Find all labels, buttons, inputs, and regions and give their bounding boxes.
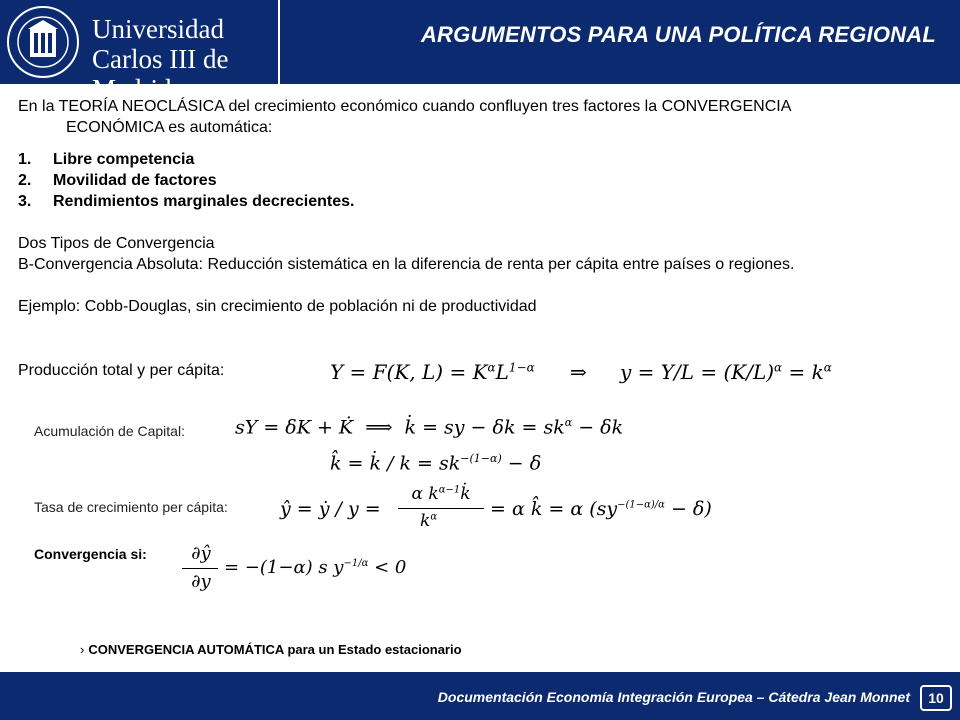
production-formula-left: Y = F(K, $L) = K^\alpha L^{1-\alpha}$ xyxy=(330,360,535,384)
accumulation-label: Acumulación de Capital: xyxy=(34,423,185,439)
list-item xyxy=(18,149,938,170)
list-item xyxy=(18,191,938,212)
university-name-line2: Carlos III de Madrid xyxy=(92,44,229,104)
university-seal-icon xyxy=(6,5,80,79)
university-name-line1: Universidad xyxy=(92,14,224,44)
list-item-number: 2. xyxy=(18,172,32,189)
convergence-heading: Dos Tipos de Convergencia xyxy=(18,235,215,252)
absolute-convergence: B-Convergencia Absoluta: Reducción sistemática en la diferencia de renta per cápita entre países o regiones. xyxy=(18,256,795,273)
accumulation-formula-2: k̂ = k̇ / $k = sk^{-(1-\alpha)} - \delta$ xyxy=(330,452,542,475)
slide-title: ARGUMENTOS PARA UNA POLÍTICA REGIONAL xyxy=(420,22,936,47)
list-item-text: Movilidad de factores xyxy=(53,172,217,189)
partial-numerator: ∂ŷ xyxy=(191,543,211,564)
factors-list xyxy=(18,149,938,212)
slide-content xyxy=(18,96,938,317)
conclusion-text: CONVERGENCIA AUTOMÁTICA para un Estado estacionario xyxy=(88,642,462,657)
growth-rate-formula-b: = α k̂ = α $(sy^{-(1-\alpha)/\alpha} - \delta)$ xyxy=(490,498,712,520)
production-formula-right: $y = Y/L = (K/L)^\alpha = k^\alpha$ xyxy=(620,360,832,384)
intro-paragraph xyxy=(18,96,938,138)
accumulation-formula-1: sY = δK + K̇ ⟹ k̇ = sy − $\delta k = sk^\alpha - \delta k$ xyxy=(235,416,624,439)
footer-text: Documentación Economía Integración Europea – Cátedra Jean Monnet xyxy=(437,689,910,705)
list-item-number: 1. xyxy=(18,151,32,168)
conclusion-note xyxy=(80,642,462,657)
implies-arrow: ⇒ xyxy=(570,360,587,384)
convergence-condition-formula: = −(1−α) s $y^{-1/\alpha} < 0$ xyxy=(224,557,407,578)
growth-rate-denominator: $k^\alpha$ xyxy=(420,511,438,531)
fraction-bar xyxy=(182,568,218,569)
university-name xyxy=(92,14,278,104)
production-label: Producción total y per cápita: xyxy=(18,362,225,379)
list-item-text: Rendimientos marginales decrecientes. xyxy=(53,193,355,210)
intro-line2: ECONÓMICA es automática: xyxy=(66,119,273,136)
fraction-bar xyxy=(398,508,484,509)
bullet-arrow-icon: › xyxy=(80,642,85,657)
growth-rate-label: Tasa de crecimiento per cápita: xyxy=(34,499,228,515)
list-item-number: 3. xyxy=(18,193,32,210)
convergence-condition-label: Convergencia si: xyxy=(34,546,147,562)
list-item xyxy=(18,170,938,191)
growth-rate-numerator: α $k^{\alpha-1}k̇$ xyxy=(411,484,471,504)
intro-line1: En la TEORÍA NEOCLÁSICA del crecimiento económico cuando confluyen tres factores la CONVERGENCIA xyxy=(18,98,792,115)
page-number: 10 xyxy=(920,685,952,711)
example-text: Ejemplo: Cobb-Douglas, sin crecimiento de población ni de productividad xyxy=(18,298,537,315)
list-item-text: Libre competencia xyxy=(53,151,195,168)
university-logo xyxy=(0,0,280,104)
partial-denominator: ∂y xyxy=(191,571,211,592)
growth-rate-formula-a: ŷ = ẏ / y = xyxy=(280,498,381,520)
